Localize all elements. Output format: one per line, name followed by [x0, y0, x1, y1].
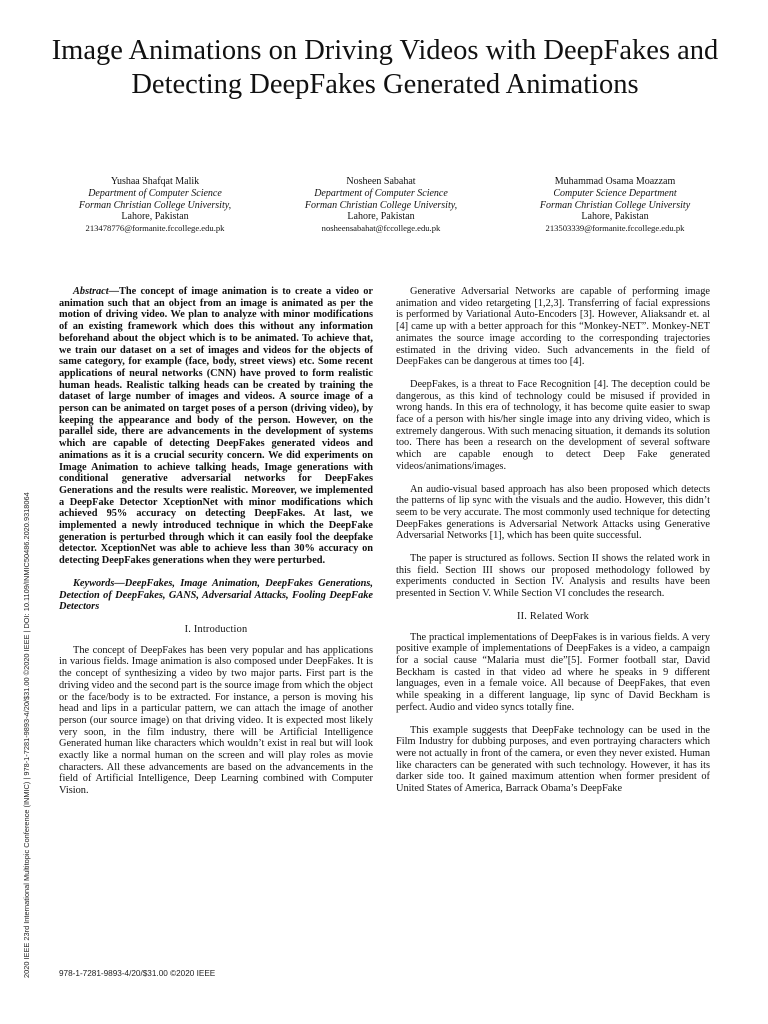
abstract-label: Abstract — [73, 286, 109, 297]
keywords-paragraph — [59, 578, 373, 613]
author-email: 213503339@formanite.fccollege.edu.pk — [545, 223, 685, 234]
abstract-paragraph — [59, 286, 373, 567]
author-email: nosheensabahat@fccollege.edu.pk — [321, 223, 441, 234]
author-city: Lahore, Pakistan — [581, 211, 649, 223]
side-citation-text: 2020 IEEE 23rd International Multitopic Conference (INMIC) | 978-1-7281-9893-4/20/$31.00 ©2020 IEEE | DOI: 10.1109/INMIC50486.2020.9318064 — [22, 492, 31, 978]
body-paragraph: An audio-visual based approach has also been proposed which detects the patterns of lip sync with the visuals and the audio. However, this didn’t seem to be very accurate. The most commonly used technique for detecting DeepFakes generations is Adversarial Network Attacks using Generative Adversarial Networks [1], which has been quite successful. — [396, 483, 710, 542]
author-name: Muhammad Osama Moazzam — [554, 176, 676, 187]
author-department: Computer Science Department — [553, 187, 677, 199]
intro-paragraph: The concept of DeepFakes has been very popular and has applications in various fields. Image animation is also composed under DeepFakes. It is the concept of synthesizing a video by two major parts. First part is the driving video and the second part is the source image from which the object or the face/body is to be extracted. For instance, a person is moving his head and lips in a particular pattern, we can attach the image of another person (our source image) on that driving video. It is expected most likely very soon, in the film industry, there will be Artificial Intelligence Generated human like characters which wouldn’t exist in real but will look exactly like a normal human on the screen and will play roles as movie characters. All these advancements are based on the advancements in the field of Artificial Intelligence, Deep Learning combined with Computer Vision. — [59, 644, 373, 797]
keywords-label: Keywords — [73, 577, 115, 589]
author-block-1 — [35, 176, 275, 235]
author-city: Lahore, Pakistan — [121, 211, 189, 223]
author-city: Lahore, Pakistan — [347, 211, 415, 223]
body-paragraph: The paper is structured as follows. Section II shows the related work in this field. Section III shows our proposed methodology followed by experiments conducted in Section IV. Analysis and results have been presented in Section V. While Section VI concludes the research. — [396, 553, 710, 600]
author-organization: Forman Christian College University — [539, 199, 691, 211]
author-name: Yushaa Shafqat Malik — [110, 176, 200, 187]
page-footer: 978-1-7281-9893-4/20/$31.00 ©2020 IEEE — [59, 969, 216, 978]
author-organization: Forman Christian College University, — [78, 199, 232, 211]
body-paragraph: DeepFakes, is a threat to Face Recognition [4]. The deception could be dangerous, as this kind of technology could be misused if provided in wrong hands. In this era of technology, it has become quite easier to swap face of a person with his/her single image into any driving video, which is extremely dangerous. With such menacing situation, it demands its solution too. There has been a research on the development of several software which are capable enough to detect Deep Fake generated videos/animations/images. — [396, 378, 710, 472]
abstract-text: —The concept of image animation is to create a video or animation such that an object from an image is animated as per the motion of driving video. We plan to analyze with minor modifications of an existing framework which does this without any information beforehand about the object which is to be animated. To achieve that, we train our dataset on a set of images and videos for the objects of same category, for example (face, body, street views) etc. Some recent applications of neural networks (CNN) have proved to form realistic human heads. Realistic talking heads can be created by training the dataset of large number of images and videos. A source image of a person can be animated on target poses of a person (driving video), by keeping the appearance and body of the person. However, on the parallel side, there are advancements in the development of systems which are capable of detecting DeepFakes generated videos and animations as it is a crucial security concern. We did experiments on Image Animation to achieve talking heads, Image generations with conditional generative adversarial networks for DeepFakes Generations and the results were realistic. Moreover, we implemented a DeepFake Detector XceptionNet with minor modifications which achieved 95% accuracy on detecting DeepFakes. At last, we implemented a newly introduced technique in which the DeepFake generation is perturbed through which it can easily fool the deepfake detector. XceptionNet was able to achieve less than 30% accuracy on detecting DeepFakes generations when they were perturbed. — [59, 286, 373, 567]
body-paragraph: Generative Adversarial Networks are capable of performing image animation and video retargeting [1,2,3]. Transferring of facial expressions is performed by Variational Auto-Encoders [3]. However, Aliaksandr et. al [4] came up with a better approach for this “Monkey-NET”. Monkey-NET animates the source image according to the corresponding trajectories estimated in the driving video. Such advancements in the field of DeepFakes can be dangerous at times too [4]. — [396, 286, 710, 368]
section-heading-related-work: II. Related Work — [517, 610, 589, 622]
paper-title: Image Animations on Driving Videos with DeepFakes and Detecting DeepFakes Generated Animations — [51, 35, 719, 100]
keywords-text: —DeepFakes, Image Animation, DeepFakes Generations, Detection of DeepFakes, GANS, Adversarial Attacks, Fooling DeepFake Detectors — [59, 577, 373, 613]
author-department: Department of Computer Science — [88, 187, 222, 199]
related-paragraph: This example suggests that DeepFake technology can be used in the Film Industry for dubbing purposes, and even portraying characters which were not actually in front of the camera, or even they never existed. Human like characters can be generated with such technology. However, it has its darker side too. It gained maximum attention when former president of United States of America, Barrack Obama’s DeepFake — [396, 724, 710, 795]
left-column — [59, 286, 373, 808]
author-block-2 — [261, 176, 501, 235]
section-heading-introduction: I. Introduction — [184, 623, 248, 635]
right-column — [396, 286, 710, 806]
author-name: Nosheen Sabahat — [346, 176, 416, 187]
author-block-3 — [495, 176, 735, 235]
related-paragraph: The practical implementations of DeepFakes is in various fields. A very positive example of implementations of DeepFakes is a video, a campaign for a social cause “Malaria must die”[5]. Former football star, David Beckham is casted in that video ad where he speaks in 9 different languages, even in a female voice. All because of DeepFakes, that even while speaking in a different language, lip sync of David Beckham is perfect. Audio and video syncs totally fine. — [396, 631, 710, 713]
author-email: 213478776@formanite.fccollege.edu.pk — [85, 223, 225, 234]
author-department: Department of Computer Science — [314, 187, 448, 199]
author-organization: Forman Christian College University, — [304, 199, 458, 211]
